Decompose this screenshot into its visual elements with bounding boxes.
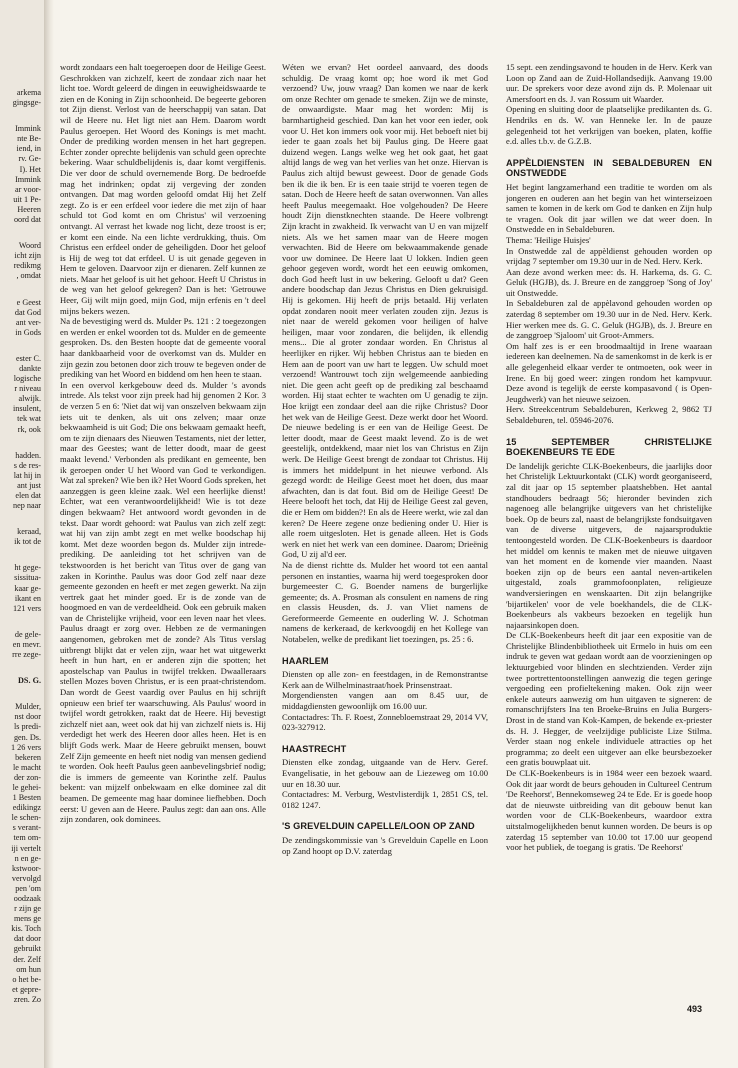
gutter-text-fragment: elen dat: [15, 491, 41, 500]
gutter-text-fragment: ikant en: [14, 593, 41, 603]
gutter-text-fragment: redikmg: [13, 261, 41, 271]
gutter-text-fragment: dat door: [13, 934, 41, 944]
gutter-text-fragment: tek wat: [17, 414, 41, 424]
paragraph: Diensten elke zondag, uitgaande van de Herv. Geref. Evangelisatie, in het gebouw aan de Liezeweg om 10.00 uur en 18.30 uur.: [282, 757, 488, 789]
paragraph: De CLK-Boekenbeurs heeft dit jaar een expositie van de Christelijke Blindenbibliotheek uit Ermelo in huis om een indruk te geven wat gedaan wordt aan de voorzieningen op lektuurgebied voor blinden en slechtzienden. Verder zijn twee portrettentoonstellingen aanwezig die tegen geringe vergoeding een profieltekening maken. Ook zijn weer enkele auteurs aanwezig om hun uitgaven te signeren: de romanschrijfsters Ina ten Broeke-Bruins en Julia Burgers-Drost in de stand van Kok-Kampen, de bekende ex-priester ds. H. J. Hegger, de veelzijdige publiciste Lize Stilma. Verder staan nog enkele individuele attracties op het programma; zo deelt een uitgever aan elke beursbezoeker een gratis bouwplaat uit.: [506, 630, 712, 768]
paragraph: Na de dienst richtte ds. Mulder het woord tot een aantal personen en instanties, waarna hij werd toegesproken door burgemeester C. G. Boender namens de burgerlijke gemeente; ds. A. Prosman als consulent en namens de ring en classis Heusden, ds. J. van Vliet namens de Gereformeerde Gemeente en ouderling W. J. Schotman namens de kerkeraad, de kerkvoogdij en het Kollege van Notabelen, welke de predikant liet toezingen, ps. 25 : 6.: [282, 559, 488, 645]
gutter-text-fragment: o het be-: [12, 974, 41, 984]
gutter-text-fragment: alwijk.: [18, 394, 41, 404]
gutter-text-fragment: kstwoor-: [12, 863, 41, 873]
gutter-text-fragment: le schen-: [11, 813, 41, 823]
gutter-text-fragment: r niveau: [14, 384, 41, 394]
paragraph: Wéten we ervan? Het oordeel aanvaard, des doods schuldig. De vraag komt op; hoe word ik met God verzoend? Uw, jouw vraag? Dan komen we naar de kerk om onze Rechter om genade te smeken. Zijn we de minste, de onwaardigste. Maar mag het worden: Mij is barmhartigheid geschied. Dan kan het voor een ieder, ook voor U. Het kon immers ook voor mij. Het beboeft niet bij ieder te gaan zoals het bij Paulus ging. De Heere gaat duizend wegen. Langs welke weg het ook gaat, het gaat altijd langs de weg van het verlies van het onze. Hiervan is Paulus zich altijd bewust geweest. Door de genade Gods ben ik die ik ben. Er is een taaie strijd te voeren tegen de satan. Doch de Heere heeft de satan overwonnen. Van alles heeft Paulus meegemaakt. Hoe volgehouden? De Heere houdt Zijn dienstknechten staande. De Heere volbrengt Zijn kracht in zwakheid. Ik verwacht van U en van mijzelf niets. Als we het samen maar van de Heere mogen verwachten. Bid de Heere om bekwaammakende genade voor uw dominee. De Heere laat U lokken. Indien geen gehoor gegeven wordt, wordt het een eeuwig omkomen, doch God heeft lust in uw bekering. Gelooft u dat? Geen andere boodschap dan Jezus Christus en Dien gekruisigd. Hij is gekomen. Hij heeft de prijs betaald. Hij verlaten opdat zondaren nooit meer verlaten zouden zijn. Jezus is niet naar de wereld gekomen voor heiligen of halve heiligen, maar voor zondaren, die belijden, ik ellendig mens... Die al groter zondaar worden. En Christus al heerlijker en rijker. Wij hebben Christus aan te bieden en Hem aan de poort van uw hart te leggen. Uw schuld moet verzoend! Wantrouwt toch zijn welgemeende aanbieding niet. Die geen acht geeft op de prediking zal beschaamd worden. Hij staat echter te wachten om U genadig te zijn. Hoe krijgt een zondaar deel aan die rijke Christus? Door het wek van de Heilige Geest. Deze werkt door het Woord. De nieuwe bedeling is er een van de Heilige Geest. De letter doodt, maar de Geest maakt levend. Zo is de wet geestelijk, ontdekkend, maar niet los van Christus en Zijn werk. De Heilige Geest brengt de zondaar tot Christus. Hij is immers het middelpunt in het nieuwe verbond. Als gezegd wordt: de Heilige Geest moet het doen, dus maar afwachten, dan is dat fout. Bid om de Heilige Geest! De Heere belooft het toch, dat Hij de Heilige Geest zal geven, die er Hem om bidden?! En als de Heere werkt, wie zal dan keren? De Heere zegene onze bediening onder U. Hier is alle roem uitgesloten. Het is genade alleen. Het is Gods werk en niet het werk van een dominee. Daarom; Drieënig God, U zij al'd eer.: [282, 62, 488, 560]
gutter-text-fragment: arkema: [16, 88, 41, 97]
paragraph: Om half zes is er een broodmaaltijd in Irene waaraan iedereen kan deelnemen. Na de samenkomst in de kerk is er alle gelegenheid elkaar verder te ontmoeten, ook weer in Irene. En bij goed weer: zingen rondom het kampvuur. Deze avond is tegelijk de eerste kompasavond ( is Open-Jeugdwerk) van het nieuwe seizoen.: [506, 340, 712, 404]
gutter-text-fragment: keraad,: [17, 527, 41, 537]
gutter-text-fragment: kaar ge-: [14, 583, 41, 593]
gutter-text-fragment: zren. Zo: [13, 994, 41, 1004]
gutter-text-fragment: dat God: [14, 307, 41, 317]
gutter-text-fragment: bekeren: [15, 752, 41, 762]
paragraph: Diensten op alle zon- en feestdagen, in de Remonstrantse Kerk aan de Wilhelminastraat/hoek Prinsenstraat.: [282, 669, 488, 690]
section-heading: HAARLEM: [282, 655, 329, 666]
gutter-text-fragment: ant ver-: [15, 317, 41, 327]
gutter-text-fragment: nte Be-: [17, 134, 41, 144]
gutter-text-fragment: kis. Toch: [11, 924, 41, 934]
gutter-text-fragment: en mevr.: [12, 639, 41, 649]
gutter-text-fragment: r zijn ge: [14, 904, 41, 914]
page-spine: [44, 0, 54, 1068]
gutter-text-fragment: 1 Besten: [12, 793, 41, 803]
gutter-text-fragment: tem om-: [13, 833, 41, 843]
gutter-text-fragment: oodzaak: [13, 894, 41, 903]
gutter-text-fragment: edikingz: [12, 803, 41, 813]
gutter-text-fragment: uit 1 Pe-: [13, 194, 41, 204]
gutter-text-fragment: nst door: [14, 712, 41, 722]
gutter-text-fragment: der. Zelf: [13, 954, 41, 964]
gutter-text-fragment: gen. Ds.: [13, 732, 41, 742]
gutter-text-fragment: le gehei-: [12, 782, 41, 792]
gutter-text-fragment: rv. Ge-: [18, 154, 41, 164]
section-heading: 15 SEPTEMBER CHRISTELIJKE BOEKENBEURS TE EDE: [506, 436, 712, 458]
gutter-text-fragment: vervolgd: [11, 873, 41, 883]
gutter-text-fragment: nep naar: [13, 501, 41, 511]
gutter-text-fragment: ik tot de: [14, 537, 41, 547]
gutter-text-fragment: n en ge-: [14, 853, 41, 863]
paragraph: 15 sept. een zendingsavond te houden in de Herv. Kerk van Loon op Zand aan de Zuid-Hollandsedijk. Aanvang 19.00 uur. De sprekers voor deze avond zijn ds. P. Molenaar uit Amersfoort en ds. J. van Rossum uit Waarder.: [506, 62, 712, 104]
section-heading: HAASTRECHT: [282, 743, 347, 754]
gutter-text-fragment: Mulder,: [15, 702, 41, 712]
gutter-text-fragment: lat hij in: [13, 470, 41, 480]
gutter-text-fragment: ls predi-: [13, 722, 41, 732]
gutter-heading-fragment: DS. G.: [18, 676, 41, 686]
gutter-text-fragment: Immink: [15, 174, 41, 184]
gutter-text-fragment: ht gege-: [14, 563, 41, 573]
gutter-text-fragment: gingsge-: [12, 98, 41, 108]
gutter-text-fragment: hadden.: [15, 450, 41, 460]
previous-page-gutter: [0, 0, 46, 1068]
gutter-text-fragment: in Gods: [15, 327, 41, 337]
gutter-text-fragment: icht zijn: [14, 251, 41, 261]
paragraph: De landelijk gerichte CLK-Boekenbeurs, die jaarlijks door het Christelijk Lektuurkontakt (CLK) wordt georganiseerd, zal dit jaar op 15 september plaatshebben. Het aantal standhouders bedraagt 56; hieronder bevinden zich nagenoeg alle belangrijke uitgevers van het christelijke boek. Op de beurs zal, naast de belangrijkste fondsuitgaven van de diverse uitgevers, de najaarsproduktie tentoongesteld worden. De CLK-Boekenbeurs is daardoor het middel om kennis te maken met de nieuwe uitgaven van het moment en de komende vier maanden. Naast boeken zijn op de beurs een aantal neven-artikelen uitgestald, zoals grammofoonplaten, religieuze wandversieringen en wenskaarten. Dit zijn belangrijke 'bijartikelen' voor de vele boekhandels, die de CLK-Boekenbeurs als vakbeurs bezoeken en tegelijk hun najaarsinkopen doen.: [506, 460, 712, 630]
gutter-text-fragment: oord dat: [13, 215, 41, 225]
section-heading: APPÈLDIENSTEN IN SEBALDEBUREN EN ONSTWEDDE: [506, 157, 712, 179]
paragraph: Thema: 'Heilige Huisjes': [506, 234, 591, 245]
gutter-text-fragment: pen 'om: [15, 883, 41, 893]
column-right: [506, 62, 712, 1047]
paragraph: Na de bevestiging werd ds. Mulder Ps. 121 : 2 toegezongen en werden er enkel woorden tot ds. Mulder en de gemeente gesproken. Ds. den Besten hoopte dat de gemeente vooral haar dankbaarheid voor de overkomst van ds. Mulder en zijn gezin zou betonen door zich trouw te begeven onder de prediking van het Woord en biddend om hen heen te staan.: [60, 316, 266, 380]
gutter-text-fragment: s de res-: [13, 460, 41, 470]
paragraph: Het begint langzamerhand een traditie te worden om als jongeren en ouderen aan het begin van het winterseizoen samen te komen in de kerk om God te danken en Zijn hulp te vragen. Ook dit jaar willen we dat weer doen. In Onstwedde en in Sebaldeburen.: [506, 181, 712, 235]
gutter-text-fragment: e Geest: [16, 297, 41, 307]
gutter-text-fragment: gebruikt: [13, 944, 41, 954]
gutter-text-fragment: Heeren: [17, 204, 41, 214]
paragraph: De zendingskommissie van 's Grevelduin Capelle en Loon op Zand hoopt op D.V. zaterdag: [282, 834, 488, 856]
paragraph: wordt zondaars een halt toegeroepen door de Heilige Geest. Geschrokken van zichzelf, keert de zondaar zich naar het licht toe. Wordt geleerd de dingen in eeuwigheidswaarde te zien en de Koning in Zijn schoonheid. De begeerte geboren tot Zijn dienst. Verlost van de heerschappij van satan. Dat wil de Heere nu. Het ligt niet aan Hem. Daarom wordt Paulus geroepen. Het Woord des Konings is met macht. Onder de prediking worden mensen in het hart gegrepen. Echter zonder oprechte belijdenis van schuld geen oprechte bekering. Waar schuldbelijdenis is, daar komt vergiffenis. Die ver door de schuld overnemende Borg. De bedroefde mag het indrinken; opdat zij vergeving der zonden ontvangen. Dat mag worden geloofd omdat Hij het Zelf zegt. Zo is er een erfdeel voor iedere die met zijn of haar schuld tot God komt en om Christus' wil verzoening ontvangt. Al verrast het kwade nog licht, deze troost is er; er komt een einde. Na een lichte verdrukking, thuis. Om Christus een erfdeel onder de geheiligden. Door het geloof is Hij de weg tot dat erfdeel. U is uit genade gegeven in Hem te geloven. Daarvoor zijn er dienaren. Zelf kunnen ze niets. Maar het geloof is uit het gehoor. Heeft U Christus in de weg van het geloof gekregen? Dan is het: 'Getrouwe Heer, Gij wilt mijn goed, mijn God, mijn erfenis en 't deel mijns bekers wezen.: [60, 62, 266, 316]
paragraph: Herv. Streekcentrum Sebaldeburen, Kerkweg 2, 9862 TJ Sebaldeburen, tel. 05946-2076.: [506, 404, 712, 425]
gutter-text-fragment: Woord: [18, 241, 41, 251]
gutter-text-fragment: de gele-: [14, 629, 41, 639]
paragraph: Aan deze avond werken mee: ds. H. Harkema, ds. G. C. Geluk (HGJB), ds. J. Breure en de zanggroep 'Song of Joy' uit Onstwedde.: [506, 266, 712, 298]
gutter-text-fragment: logische: [13, 374, 41, 384]
gutter-text-fragment: , omdat: [16, 271, 41, 281]
gutter-text-fragment: s verant-: [12, 823, 41, 833]
paragraph: In Sebaldeburen zal de appèlavond gehouden worden op zaterdag 8 september om 19.30 uur in de Ned. Herv. Kerk. Hier werken mee ds. G. C. Geluk (HGJB), ds. J. Breure en de zanggroep 'Sjaloom' uit Groot-Ammers.: [506, 298, 712, 341]
gutter-text-fragment: iend, in: [16, 144, 41, 154]
gutter-text-fragment: insulent,: [13, 404, 41, 414]
gutter-text-fragment: rk, ook: [17, 424, 41, 434]
gutter-text-fragment: iji vertelt: [11, 843, 41, 853]
column-middle: [282, 62, 488, 1052]
column-left: [60, 62, 266, 1052]
gutter-text-fragment: sissitua-: [14, 573, 41, 583]
gutter-text-fragment: I). Het: [19, 164, 41, 174]
page-number: 493: [686, 1004, 702, 1014]
paragraph: Contactadres: M. Verburg, Westvlisterdijk 1, 2851 CS, tel. 0182 1247.: [282, 789, 488, 810]
gutter-text-fragment: mens ge: [13, 914, 41, 924]
gutter-text-fragment: Immink: [15, 124, 41, 134]
paragraph: De CLK-Boekenbeurs is in 1984 weer een bezoek waard. Ook dit jaar wordt de beurs gehouden in Cultureel Centrum 'De Reehorst', Bennekomseweg 24 te Ede. Er is goede hoop dat de nieuwste uitbreiding van dit gebouw benut kan worden voor de CLK-Boekenbeurs, waardoor extra uitstalmogelijkheden benut kunnen worden. De beurs is op zaterdag 15 september van 10.00 tot 17.00 uur geopend voor het publiek, de toegang is gratis. 'De Reehorst': [506, 768, 712, 853]
gutter-text-fragment: ar voor-: [15, 184, 41, 194]
gutter-text-fragment: et gepre-: [12, 984, 41, 994]
paragraph: In Onstwedde zal de appèldienst gehouden worden op vrijdag 7 september om 19.30 uur in de Ned. Herv. Kerk.: [506, 245, 712, 267]
paragraph: Morgendiensten vangen aan om 8.45 uur, de middagdiensten gewoonlijk om 16.00 uur.: [282, 690, 488, 712]
paragraph: Contactadres: Th. F. Roest, Zonnebloemstraat 29, 2014 VV, 023-327912.: [282, 711, 488, 733]
gutter-text-fragment: 1 26 vers: [10, 742, 41, 752]
gutter-text-fragment: ester C.: [15, 353, 41, 363]
gutter-text-fragment: le macht: [13, 762, 41, 772]
gutter-text-fragment: ant just: [17, 480, 41, 490]
paragraph: In een overvol kerkgebouw deed ds. Mulder 's avonds intrede. Als tekst voor zijn preek had hij genomen 2 Kor. 3 de verzen 5 en 6: 'Niet dat wij van onszelven bekwaam zijn iets uit te denken, als uit ons zelven; maar onze bekwaamheid is uit God; Die ons bekwaam gemaakt heeft, om te zijn dienaars des Nieuwen Testaments, niet der letter, maar des Geestes; want de letter doodt, maar de geest maakt levend.' Verbonden als predikant en gemeente, ben ik geroepen onder U het Woord van God te verkondigen. Wat zal spreken? Wie ben ik? Het Woord Gods spreken, het aanzeggen is geen kleine zaak. Wel een heerlijke dienst! Echter, wat een verantwoordelijkheid! Wie is tot deze dingen bekwaam? Het antwoord wordt gevonden in de tekst. Daar wordt gehoord: wat Paulus van zich zelf zegt: wat hij van zijn ambt zegt en met welke boodschap hij komt. Met deze woorden begon ds. Mulder zijn intrede-prediking. De aanleiding tot het schrijven van de tekstwoorden is het bericht van Titus over de gang van zaken in Korinthe. Paulus was door God zelf naar deze gemeente gezonden en heeft er met zegen gewerkt. Na zijn vertrek gaat het minder goed. Er is de zonde van de hoogmoed en van de verdeeldheid. Ook een gebruik maken van de Christelijke vrijheid, voor een leven naar het vlees. Paulus draagt er zorg over. Hebben ze de vermaningen aangenomen, gebroken met de zonde? Als Titus verslag uitbrengt blijkt dat er velen zijn, waar het wat uitgewerkt heeft in hun hart, en er anderen zijn die spotten; het apostelschap van Paulus in twijfel trekken. Dwaalleraars stellen Mozes boven Christus, er is een praat-christendom. Dan wordt de Geest vaardig over Paulus en hij schrijft opnieuw een brief ter waarschuwing. Als Paulus' woord in twijfel wordt getrokken, raakt dat de Heere. Hij bevestigt zichzelf niet aan, weet ook dat hij van zichzelf niets is. Hij verdedigt het werk des Heeren door alles heen. Het is en blijft Gods werk. Maar de Heere gebruikt mensen, bouwt Zelf Zijn gemeente en heeft niet nodig van mensen gediend te worden. Ook heeft Paulus geen aanbevelingsbrief nodig; die is immers de gemeente van Korinthe zelf. Paulus bekent: van mijzelf onbekwaam en elke dominee zal dit beamen. De gemeente mag haar dominee liefhebben. Doch eerst: U geven aan de Heere. Paulus zegt: dan aan ons. Alle zijn zondaren, ook dominees.: [60, 379, 266, 825]
gutter-text-fragment: dankte: [19, 363, 41, 373]
section-heading: 'S GREVELDUIN CAPELLE/LOON OP ZAND: [282, 821, 475, 832]
gutter-text-fragment: om hun: [16, 964, 41, 974]
paragraph: Opening en sluiting door de plaatselijke predikanten ds. G. Hendriks en ds. W. van Henneke ler. In de pauze gelegenheid tot het verkrijgen van boeken, platen, koffie e.d. alles t.b.v. de G.Z.B.: [506, 104, 712, 147]
gutter-text-fragment: rre zege-: [12, 650, 41, 660]
gutter-text-fragment: der zon-: [13, 772, 41, 782]
gutter-text-fragment: 121 vers: [13, 603, 41, 613]
